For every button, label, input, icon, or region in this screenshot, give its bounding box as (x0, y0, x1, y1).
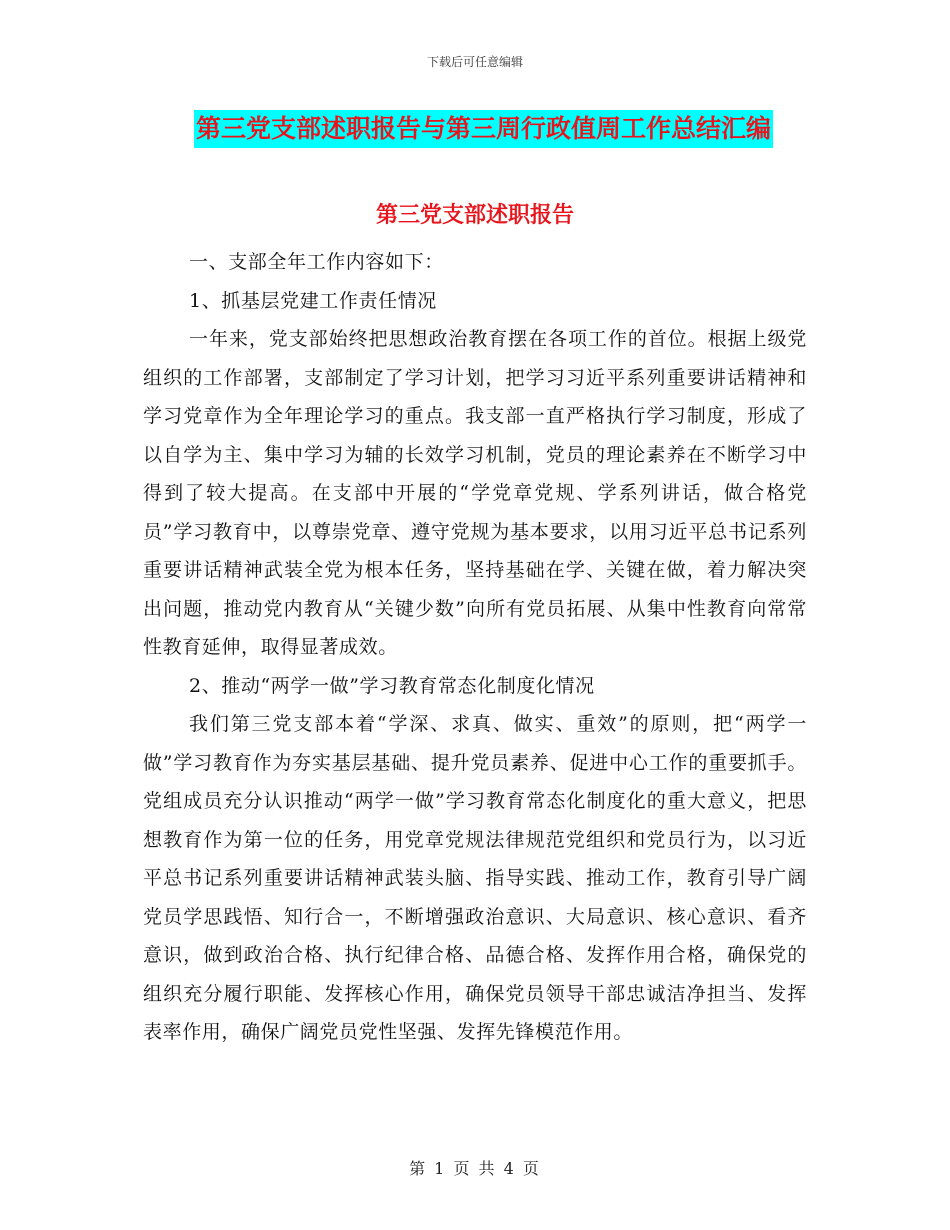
document-body (143, 243, 807, 1052)
paragraph-body-2: 我们第三党支部本着“学深、求真、做实、重效”的原则，把“两学一做”学习教育作为夯实基层基础、提升党员素养、促进中心工作的重要抓手。党组成员充分认识推动“两学一做”学习教育常态化制度化的重大意义，把思想教育作为第一位的任务，用党章党规法律规范党组织和党员行为，以习近平总书记系列重要讲话精神武装头脑、指导实践、推动工作，教育引导广阔党员学思践悟、知行合一，不断增强政治意识、大局意识、核心意识、看齐意识，做到政治合格、执行纪律合格、品德合格、发挥作用合格，确保党的组织充分履行职能、发挥核心作用，确保党员领导干部忠诚洁净担当、发挥表率作用，确保广阔党员党性坚强、发挥先锋模范作用。 (143, 713, 807, 1043)
paragraph-body-1: 一年来，党支部始终把思想政治教育摆在各项工作的首位。根据上级党组织的工作部署，支部制定了学习计划，把学习习近平系列重要讲话精神和学习党章作为全年理论学习的重点。我支部一直严格执行学习制度，形成了以自学为主、集中学习为辅的长效学习机制，党员的理论素养在不断学习中得到了较大提高。在支部中开展的“学党章党规、学系列讲话，做合格党员”学习教育中，以尊崇党章、遵守党规为基本要求，以用习近平总书记系列重要讲话精神武装全党为根本任务，坚持基础在学、关键在做，着力解决突出问题，推动党内教育从“关键少数”向所有党员拓展、从集中性教育向常常性教育延伸，取得显著成效。 (143, 328, 807, 658)
paragraph-subheading-1: 1、抓基层党建工作责任情况 (189, 289, 437, 312)
paragraph-subheading-2: 2、推动“两学一做”学习教育常态化制度化情况 (189, 674, 595, 697)
section-title: 第三党支部述职报告 (375, 203, 574, 228)
header-note: 下载后可任意编辑 (426, 55, 523, 69)
document-title: 第三党支部述职报告与第三周行政值周工作总结汇编 (194, 110, 773, 148)
page-footer: 第 1 页 共 4 页 (409, 1159, 541, 1178)
paragraph-heading-1: 一、支部全年工作内容如下： (189, 251, 444, 273)
